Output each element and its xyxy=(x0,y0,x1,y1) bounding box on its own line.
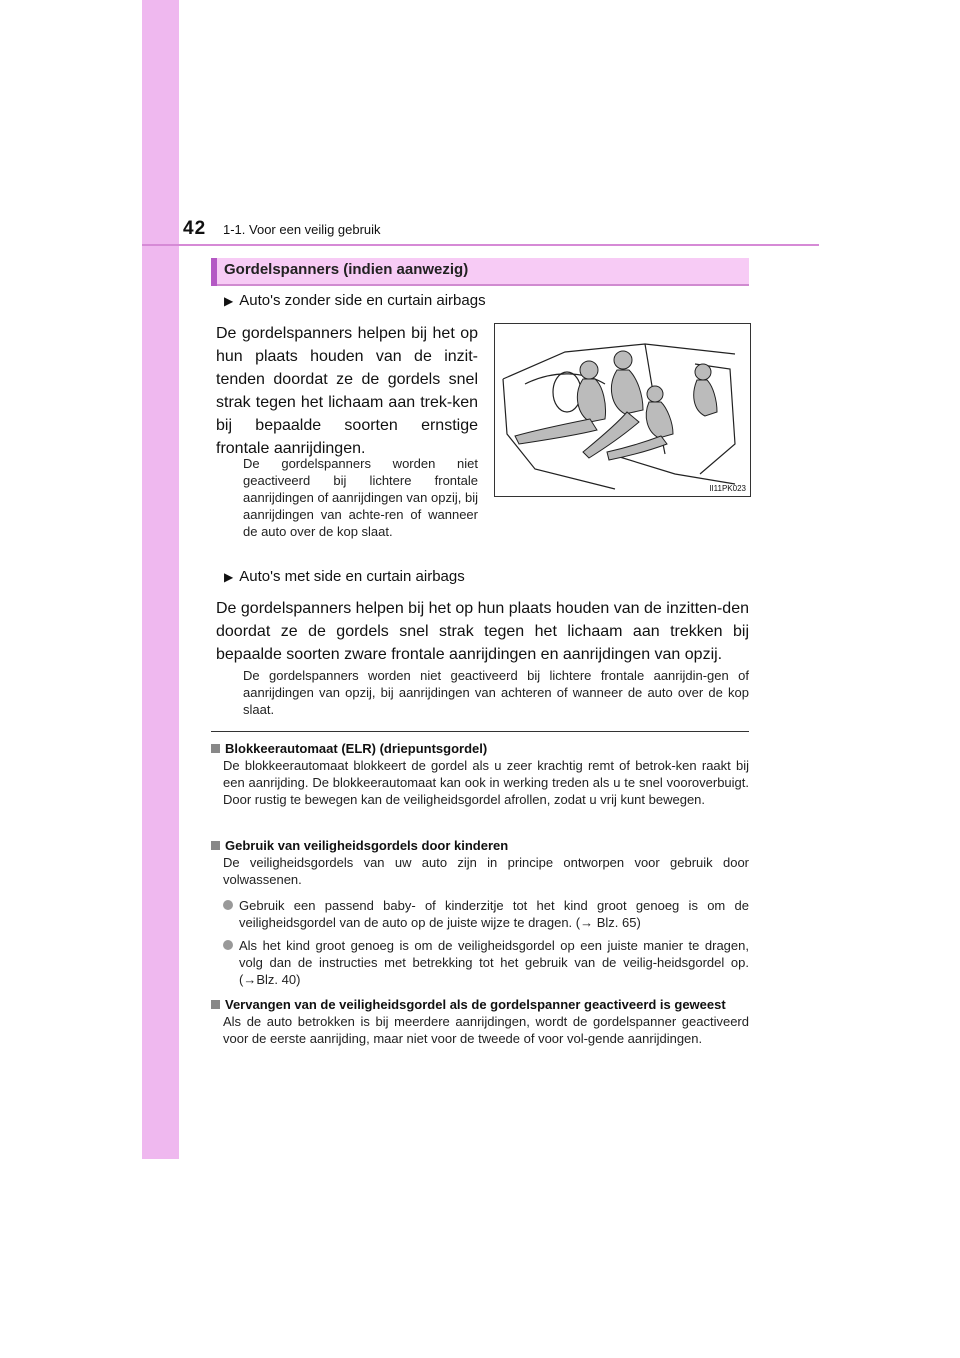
chapter-title: 1-1. Voor een veilig gebruik xyxy=(223,222,381,237)
subheading-no-side-airbags xyxy=(224,292,486,309)
item-heading-text: Blokkeerautomaat (ELR) (driepuntsgordel) xyxy=(225,741,488,756)
item-heading-text: Vervangen van de veiligheidsgordel als de gordelspanner geactiveerd is geweest xyxy=(225,997,726,1012)
paragraph-no-side-airbags: De gordelspanners helpen bij het op hun plaats houden van de inzit-tenden doordat ze de gordels snel strak tegen het lichaam aan trek-ken bij bepaalde soorten ernstige frontale aanrijdingen. xyxy=(216,325,478,457)
section-accent xyxy=(211,258,217,286)
bullet-item xyxy=(211,937,749,988)
section-title: Gordelspanners (indien aanwezig) xyxy=(224,261,469,278)
side-band xyxy=(142,196,179,1159)
triangle-right-icon: ▶ xyxy=(224,294,234,308)
square-icon xyxy=(211,1000,220,1009)
item-heading-text: Gebruik van veiligheidsgordels door kinderen xyxy=(225,838,509,853)
bullet-item xyxy=(211,897,749,931)
figure-code: II11PK023 xyxy=(709,484,746,493)
item-children xyxy=(211,837,749,888)
bullet-text: Als het kind groot genoeg is om de veiligheidsgordel op een juiste manier te dragen, volg dan de instructies met betrekking tot het gebruik van de veilig-heidsgordel op. (→Blz. 40) xyxy=(239,938,749,987)
section-divider xyxy=(211,731,749,732)
illustration-crash-figure xyxy=(494,323,751,497)
paragraph-with-side-airbags: De gordelspanners helpen bij het op hun plaats houden van de inzitten-den doordat ze de gordels snel strak tegen het lichaam aan trekken bij bepaalde soorten zware frontale aanrijdingen en aanrijdingen van opzij. xyxy=(216,600,749,663)
item-body: De blokkeerautomaat blokkeert de gordel als u zeer krachtig remt of betrok-ken raakt bij een aanrijding. De blokkeerautomaat kan ook in werking treden als u te snel vooroverbuigt. Door rustig te bewegen kan de veiligheidsgordel afrollen, zodat u vrij kunt bewegen. xyxy=(223,758,749,807)
item-heading xyxy=(211,837,749,854)
circle-icon xyxy=(223,900,233,910)
subheading-with-side-airbags xyxy=(224,568,465,585)
item-heading xyxy=(211,996,749,1013)
item-body: Als de auto betrokken is bij meerdere aanrijdingen, wordt de gordelspanner geactiveerd voor de eerste aanrijding, maar niet voor de tweede of voor vol-gende aanrijdingen. xyxy=(223,1014,749,1046)
note-no-side-airbags: De gordelspanners worden niet geactiveerd bij lichtere frontale aanrijdingen of aanrijdingen van opzij, bij aanrijdingen van achte-ren of wanneer de auto over de kop slaat. xyxy=(243,456,478,539)
square-icon xyxy=(211,841,220,850)
page-number: 42 xyxy=(183,218,207,239)
item-elr xyxy=(211,740,749,808)
subheading-text: Auto's met side en curtain airbags xyxy=(239,568,465,585)
header-rule xyxy=(142,244,819,246)
item-body: De veiligheidsgordels van uw auto zijn in principe ontworpen voor gebruik door volwassenen. xyxy=(223,855,749,887)
circle-icon xyxy=(223,940,233,950)
item-heading xyxy=(211,740,749,757)
bullet-text: Gebruik een passend baby- of kinderzitje tot het kind groot genoeg is om de veiligheidsgordel van de auto op de juiste wijze te dragen. (→ Blz. 65) xyxy=(239,898,749,930)
triangle-right-icon: ▶ xyxy=(224,570,234,584)
subheading-text: Auto's zonder side en curtain airbags xyxy=(239,292,486,309)
square-icon xyxy=(211,744,220,753)
item-replacement xyxy=(211,996,749,1047)
car-interior-illustration xyxy=(495,324,750,496)
note-with-side-airbags: De gordelspanners worden niet geactiveerd bij lichtere frontale aanrijdin-gen of aanrijdingen van opzij, bij aanrijdingen van achteren of wanneer de auto over de kop slaat. xyxy=(243,668,749,717)
